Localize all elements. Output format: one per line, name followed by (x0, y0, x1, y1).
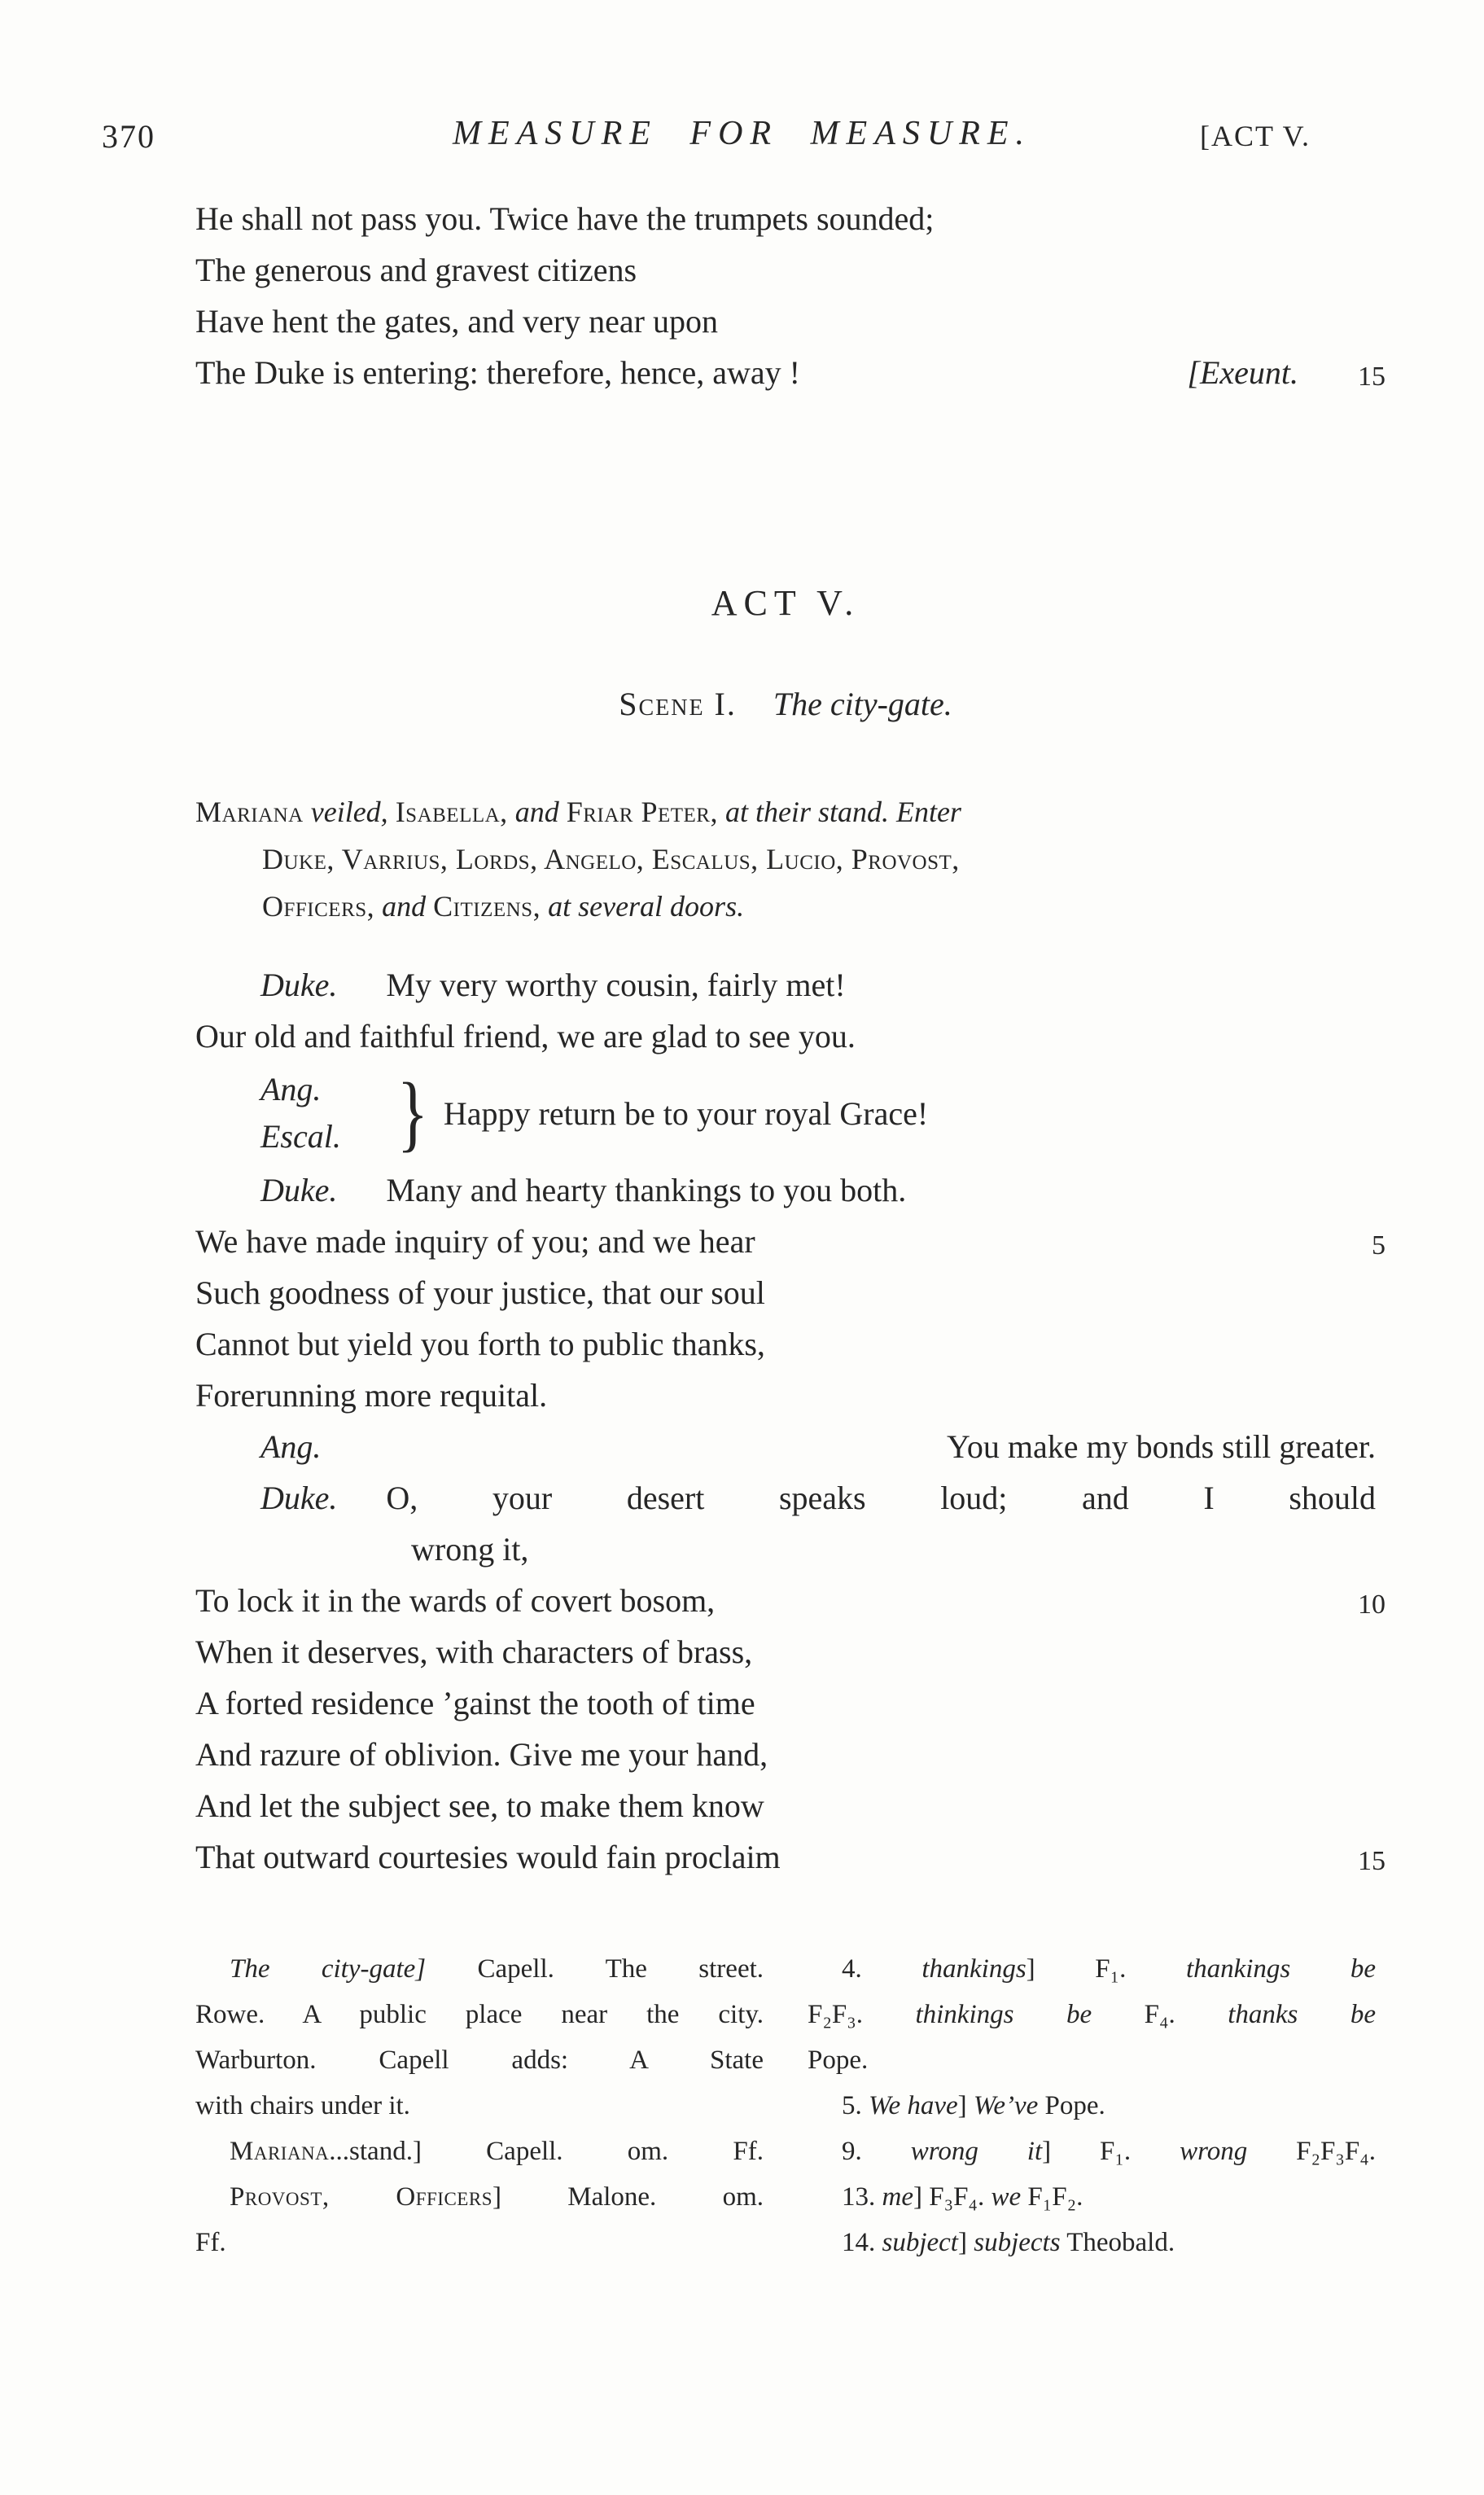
footnote-lemma: Provost, Officers (230, 2182, 492, 2212)
stage-direction (195, 788, 1442, 930)
footnote-text: F₄. (1092, 2000, 1228, 2029)
verse-text: And razure of oblivion. Give me your hand, (195, 1736, 768, 1773)
verse-line (195, 1267, 1376, 1318)
verse-line (195, 1831, 1386, 1883)
verse-line (195, 1575, 1386, 1626)
verse-text: Our old and faithful friend, we are glad to see you. (195, 1018, 856, 1055)
footnote-line (808, 2083, 1376, 2129)
footnote-text: ] F₁. (1042, 2137, 1180, 2166)
stage-direction-text: and (374, 890, 434, 923)
verse-text: The generous and gravest citizens (195, 252, 637, 288)
footnote-text: with chairs under it. (195, 2091, 410, 2120)
footnote-reading: thankings be (1185, 1954, 1376, 1984)
footnote-line (808, 2220, 1376, 2265)
footnotes-right-column (808, 1946, 1376, 2265)
verse-line (195, 1626, 1376, 1677)
verse-line (195, 1318, 1376, 1370)
verse-text: Have hent the gates, and very near upon (195, 303, 718, 340)
footnote-text: F₁F₂. (1021, 2182, 1083, 2212)
stage-direction-name: Citizens, (433, 890, 541, 923)
footnote-number: 9. (842, 2137, 911, 2166)
speaker-group (260, 1066, 390, 1160)
stage-direction-name: Duke, Varrius, Lords, Angelo, Escalus, Lucio, Provost, (262, 843, 960, 875)
speaker-label: Duke. (260, 967, 338, 1003)
footnotes (195, 1946, 1376, 2265)
footnote-line (195, 2174, 764, 2220)
stage-direction-name: Mariana (195, 796, 304, 828)
footnote-line (195, 2220, 764, 2265)
footnote-number: 14. (842, 2228, 882, 2257)
stage-direction-text: at their stand. Enter (717, 796, 961, 828)
stage-direction-text: veiled, (303, 796, 396, 828)
footnote-text: Theobald. (1060, 2228, 1175, 2257)
running-title: MEASURE FOR MEASURE. (452, 115, 1032, 152)
footnote-line (195, 2037, 764, 2083)
footnote-reading: thinkings be (915, 2000, 1092, 2029)
verse-text: To lock it in the wards of covert bosom, (195, 1582, 716, 1619)
scene-label: Scene I. (619, 686, 737, 722)
brace-icon: } (396, 1065, 429, 1160)
verse-line (195, 193, 1376, 244)
speaker-label: Duke. (260, 1480, 338, 1516)
footnote-line (808, 1992, 1376, 2037)
footnote-text: ...stand.] Capell. om. Ff. (329, 2137, 764, 2166)
stage-direction-exeunt: [Exeunt. (1187, 354, 1298, 391)
footnotes-left-column (195, 1946, 764, 2265)
running-head (0, 114, 1484, 164)
verse-text: We have made inquiry of you; and we hear (195, 1223, 755, 1260)
verse-line (195, 1729, 1376, 1780)
verse-line (195, 244, 1376, 296)
verse-text: O, your desert speaks loud; and I should (386, 1480, 1376, 1516)
footnote-line (808, 2174, 1376, 2220)
footnote-reading: wrong (1180, 2137, 1248, 2166)
footnote-text: Ff. (195, 2228, 226, 2257)
footnote-lemma: thankings (921, 1954, 1027, 1984)
footnote-reading: we (991, 2182, 1022, 2212)
page-number: 370 (102, 118, 155, 155)
footnote-lemma: me (882, 2182, 913, 2212)
line-number: 10 (1358, 1590, 1386, 1620)
footnote-line (195, 2083, 764, 2129)
speaker-label: Duke. (260, 1172, 338, 1208)
verse-line (195, 347, 1386, 398)
verse-line (195, 1164, 1376, 1216)
footnote-reading: subjects (974, 2228, 1061, 2257)
verse-line (195, 1011, 1376, 1062)
footnote-line (808, 1946, 1376, 1992)
footnote-text: Warburton. Capell adds: A State (195, 2046, 764, 2075)
footnote-line (808, 2129, 1376, 2174)
footnote-text: F₂F₃. (808, 2000, 916, 2029)
verse-line (195, 1472, 1376, 1524)
verse-line-turnover (195, 1524, 1376, 1575)
footnote-lemma: The city-gate] (230, 1954, 427, 1984)
speaker-label: Escal. (260, 1118, 341, 1155)
footnote-text: Pope. (1038, 2091, 1105, 2120)
line-number: 15 (1358, 362, 1386, 392)
stage-direction-text: at several doors. (541, 890, 745, 923)
scene-end-passage (195, 193, 1386, 398)
verse-text: Cannot but yield you forth to public thanks, (195, 1326, 765, 1362)
footnote-lemma: wrong it (910, 2137, 1043, 2166)
footnote-text: ] F₁. (1026, 1954, 1186, 1984)
footnote-text: Rowe. A public place near the city. (195, 2000, 764, 2029)
verse-text: That outward courtesies would fain proclaim (195, 1839, 781, 1875)
footnote-line (808, 2037, 1376, 2083)
shared-verse-line (260, 1062, 1376, 1164)
verse-text: And let the subject see, to make them know (195, 1787, 764, 1824)
footnote-text: ] (957, 2228, 974, 2257)
stage-direction-name: Officers, (262, 890, 375, 923)
verse-text: A forted residence ’gainst the tooth of time (195, 1685, 755, 1721)
footnote-text: Pope. (808, 2046, 869, 2075)
line-number: 15 (1358, 1846, 1386, 1876)
footnote-text: ] F₃F₄. (913, 2182, 992, 2212)
stage-direction-text: and (507, 796, 567, 828)
footnote-reading: thanks be (1228, 2000, 1376, 2029)
verse-line (195, 1370, 1376, 1421)
verse-text: Many and hearty thankings to you both. (386, 1172, 907, 1208)
verse-line (195, 296, 1376, 347)
line-number: 5 (1372, 1230, 1386, 1261)
footnote-reading: We’ve (973, 2091, 1039, 2120)
verse-line (195, 1421, 1376, 1472)
verse-line (195, 1780, 1376, 1831)
footnote-text: ] (957, 2091, 974, 2120)
footnote-text: ] Malone. om. (492, 2182, 764, 2212)
verse-line (195, 1216, 1386, 1267)
act-marker: [ACT V. (1199, 120, 1311, 152)
verse-line (195, 1677, 1376, 1729)
footnote-number: 4. (842, 1954, 922, 1984)
verse-text: When it deserves, with characters of brass, (195, 1633, 753, 1670)
verse-text: Happy return be to your royal Grace! (443, 1094, 929, 1132)
footnote-number: 5. (842, 2091, 869, 2120)
footnote-lemma: subject (882, 2228, 958, 2257)
stage-direction-name: Friar Peter, (566, 796, 718, 828)
footnote-number: 13. (842, 2182, 882, 2212)
scene-heading (195, 684, 1376, 725)
speaker-label: Ang. (260, 1428, 322, 1465)
act-title: ACT V. (711, 583, 860, 623)
verse-line (195, 959, 1376, 1011)
footnote-line (195, 2129, 764, 2174)
footnote-text: Capell. The street. (426, 1954, 764, 1984)
scene-location: The city-gate. (773, 686, 952, 722)
verse-text: You make my bonds still greater. (946, 1428, 1376, 1465)
verse-text: The Duke is entering: therefore, hence, away ! (195, 354, 800, 391)
footnote-line (195, 1946, 764, 1992)
footnote-lemma: Mariana (230, 2137, 330, 2166)
dialogue-section (195, 959, 1386, 1883)
footnote-text: F₂F₃F₄. (1247, 2137, 1376, 2166)
footnote-line (195, 1992, 764, 2037)
speaker-label: Ang. (260, 1071, 322, 1107)
stage-direction-name: Isabella, (395, 796, 508, 828)
verse-text: Such goodness of your justice, that our soul (195, 1274, 765, 1311)
footnote-lemma: We have (869, 2091, 958, 2120)
verse-text: wrong it, (411, 1531, 529, 1568)
verse-text: He shall not pass you. Twice have the trumpets sounded; (195, 200, 935, 237)
verse-text: Forerunning more requital. (195, 1377, 548, 1414)
verse-text: My very worthy cousin, fairly met! (386, 967, 846, 1003)
